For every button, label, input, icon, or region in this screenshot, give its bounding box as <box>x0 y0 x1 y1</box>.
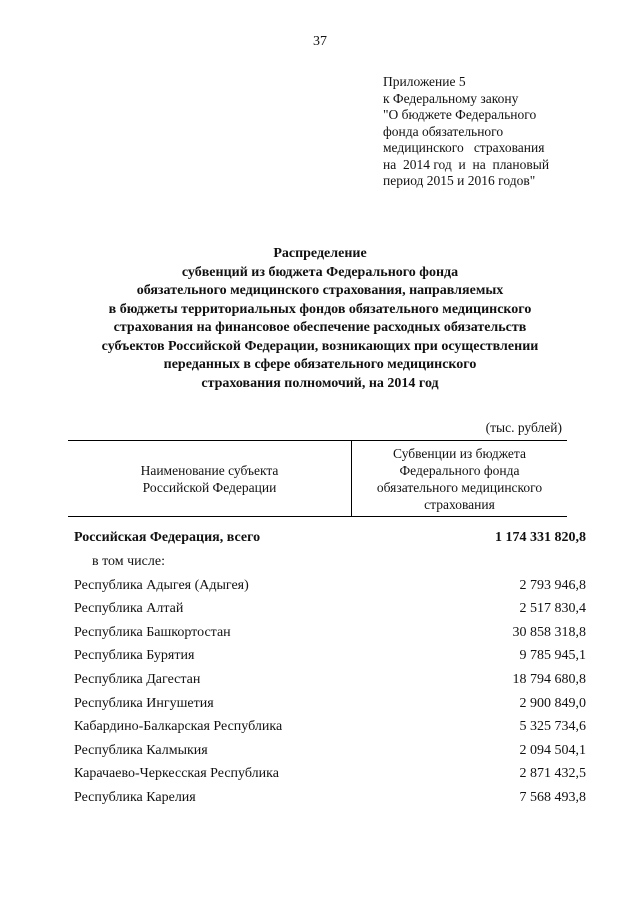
appendix-line: Приложение 5 <box>383 74 466 89</box>
table-row-including <box>74 552 586 576</box>
appendix-line: "О бюджете Федерального <box>383 107 537 122</box>
table-row <box>74 741 586 765</box>
region-name: Республика Калмыкия <box>74 742 208 758</box>
unit-label: (тыс. рублей) <box>485 420 562 435</box>
appendix-line: период 2015 и 2016 годов" <box>383 173 536 188</box>
table-header <box>68 440 567 517</box>
page-number: 37 <box>313 34 327 49</box>
title-line: субъектов Российской Федерации, возникающих при осуществлении <box>101 338 539 354</box>
table-body <box>74 528 586 812</box>
subvention-value: 2 900 849,0 <box>519 695 586 711</box>
appendix-line: медицинского страхования <box>383 140 545 155</box>
title-line: субвенций из бюджета Федерального фонда <box>181 264 459 280</box>
subvention-value: 2 517 830,4 <box>519 601 586 617</box>
header-line: страхования <box>424 496 495 512</box>
region-name: Республика Дагестан <box>74 671 201 687</box>
subvention-value: 30 858 318,8 <box>512 624 586 640</box>
appendix-note <box>383 74 583 190</box>
subvention-value: 2 094 504,1 <box>519 742 586 758</box>
appendix-line: на 2014 год и на плановый <box>383 156 550 172</box>
column-header-subvention <box>352 441 567 516</box>
subvention-value: 5 325 734,6 <box>519 719 586 735</box>
title-line: обязательного медицинского страхования, направляемых <box>136 283 504 298</box>
region-name: Российская Федерация, всего <box>74 530 261 545</box>
header-line: обязательного медицинского <box>376 479 543 495</box>
table-row <box>74 694 586 718</box>
region-name: Республика Башкортостан <box>74 624 231 640</box>
region-name: Кабардино-Балкарская Республика <box>74 719 283 735</box>
region-name: Республика Алтай <box>74 601 184 617</box>
title-line: страхования полномочий, на 2014 год <box>201 375 439 391</box>
title-line: страхования на финансовое обеспечение расходных обязательств <box>113 320 527 335</box>
column-header-region <box>68 441 352 516</box>
subvention-value: 7 568 493,8 <box>519 789 586 805</box>
table-row <box>74 576 586 600</box>
including-label: в том числе: <box>92 554 165 569</box>
table-row <box>74 764 586 788</box>
region-name: Республика Карелия <box>74 789 196 805</box>
appendix-line: фонда обязательного <box>383 123 504 139</box>
table-row <box>74 646 586 670</box>
region-name: Республика Бурятия <box>74 648 195 664</box>
table-row <box>74 599 586 623</box>
region-name: Карачаево-Черкесская Республика <box>74 766 279 782</box>
table-row-total <box>74 528 586 552</box>
region-name: Республика Ингушетия <box>74 695 214 711</box>
header-line: Российской Федерации <box>142 479 277 495</box>
header-line: Наименование субъекта <box>140 462 279 478</box>
title-line: в бюджеты территориальных фондов обязательного медицинского <box>108 301 532 317</box>
table-row <box>74 717 586 741</box>
document-title <box>60 245 580 393</box>
region-name: Республика Адыгея (Адыгея) <box>74 577 249 593</box>
subvention-value: 18 794 680,8 <box>512 671 586 687</box>
table-row <box>74 623 586 647</box>
table-row <box>74 670 586 694</box>
subvention-value: 9 785 945,1 <box>519 648 586 664</box>
subvention-value: 1 174 331 820,8 <box>495 530 586 545</box>
table-row <box>74 788 586 812</box>
title-line: переданных в сфере обязательного медицинского <box>163 357 477 372</box>
appendix-line: к Федеральному закону <box>383 90 519 106</box>
title-line: Распределение <box>273 246 367 261</box>
header-line: Субвенции из бюджета <box>393 445 526 461</box>
subvention-value: 2 871 432,5 <box>519 766 586 782</box>
header-line: Федерального фонда <box>399 462 520 478</box>
subvention-value: 2 793 946,8 <box>519 577 586 593</box>
